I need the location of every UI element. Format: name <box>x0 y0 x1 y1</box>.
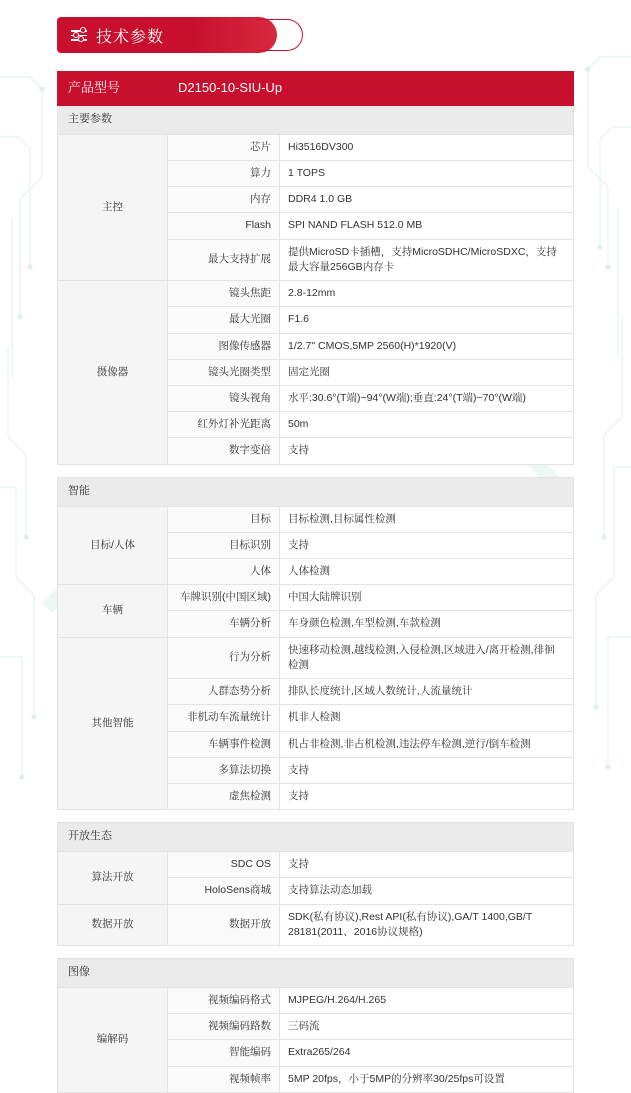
table-row <box>58 987 574 1013</box>
row-label: 红外灯补光距离 <box>168 412 280 438</box>
row-value: Extra265/264 <box>280 1040 574 1066</box>
row-label: 视频帧率 <box>168 1066 280 1092</box>
section-header-label: 开放生态 <box>58 823 574 852</box>
banner-tail-decoration <box>257 19 303 51</box>
row-value: SPI NAND FLASH 512.0 MB <box>280 213 574 239</box>
section-gap-cell <box>58 464 574 477</box>
group-label: 算法开放 <box>58 852 168 904</box>
section-header-row <box>58 959 574 988</box>
row-label: 算力 <box>168 161 280 187</box>
row-value: 车身颜色检测,车型检测,车款检测 <box>280 611 574 637</box>
row-label: 车辆分析 <box>168 611 280 637</box>
row-value: 支持 <box>280 783 574 809</box>
row-value: 固定光圈 <box>280 359 574 385</box>
row-label: 数字变倍 <box>168 438 280 464</box>
row-label: 车辆事件检测 <box>168 731 280 757</box>
row-value: 1/2.7" CMOS,5MP 2560(H)*1920(V) <box>280 333 574 359</box>
row-value: 支持 <box>280 532 574 558</box>
group-label: 主控 <box>58 134 168 280</box>
row-value: 提供MicroSD卡插槽，支持MicroSDHC/MicroSDXC，支持最大容量256GB内存卡 <box>280 239 574 280</box>
row-value: 2.8-12mm <box>280 281 574 307</box>
product-model-label: 产品型号 <box>58 72 168 106</box>
table-row <box>58 134 574 160</box>
row-label: 最大支持扩展 <box>168 239 280 280</box>
section-header-label: 智能 <box>58 477 574 506</box>
row-value: 排队长度统计,区域人数统计,人流量统计 <box>280 679 574 705</box>
group-label: 数据开放 <box>58 904 168 945</box>
row-label: 内存 <box>168 187 280 213</box>
row-label: 多算法切换 <box>168 757 280 783</box>
row-label: HoloSens商城 <box>168 878 280 904</box>
row-label: 人体 <box>168 559 280 585</box>
section-gap-cell <box>58 946 574 959</box>
section-header-row <box>58 823 574 852</box>
table-row <box>58 904 574 945</box>
row-label: 数据开放 <box>168 904 280 945</box>
row-label: 人群态势分析 <box>168 679 280 705</box>
row-label: 非机动车流量统计 <box>168 705 280 731</box>
row-value: 机占非检测,非占机检测,违法停车检测,逆行/倒车检测 <box>280 731 574 757</box>
row-label: 目标 <box>168 506 280 532</box>
row-label: 镜头光圈类型 <box>168 359 280 385</box>
product-model-row <box>58 72 574 106</box>
row-value: F1.6 <box>280 307 574 333</box>
row-label: 视频编码格式 <box>168 987 280 1013</box>
specification-table <box>57 71 574 1093</box>
row-label: 视频编码路数 <box>168 1014 280 1040</box>
page-title: 技术参数 <box>96 28 165 46</box>
row-value: 水平:30.6°(T端)~94°(W端);垂直:24°(T端)~70°(W端) <box>280 385 574 411</box>
row-label: 行为分析 <box>168 637 280 678</box>
section-header-label: 主要参数 <box>58 105 574 134</box>
row-label: 车牌识别(中国区域) <box>168 585 280 611</box>
row-value: 机非人检测 <box>280 705 574 731</box>
spec-table-body <box>58 72 574 1093</box>
row-value: 目标检测,目标属性检测 <box>280 506 574 532</box>
row-value: 支持算法动态加载 <box>280 878 574 904</box>
table-row <box>58 585 574 611</box>
row-label: Flash <box>168 213 280 239</box>
row-label: 芯片 <box>168 134 280 160</box>
row-value: 支持 <box>280 757 574 783</box>
table-row <box>58 506 574 532</box>
row-label: 图像传感器 <box>168 333 280 359</box>
row-value: SDK(私有协议),Rest API(私有协议),GA/T 1400,GB/T 28181(2011、2016协议规格) <box>280 904 574 945</box>
header-banner <box>57 17 277 53</box>
row-value: 5MP 20fps，小于5MP的分辨率30/25fps可设置 <box>280 1066 574 1092</box>
section-header-row <box>58 477 574 506</box>
section-gap <box>58 464 574 477</box>
group-label: 其他智能 <box>58 637 168 810</box>
group-label: 车辆 <box>58 585 168 637</box>
spec-sheet-page <box>0 17 631 1093</box>
group-label: 编解码 <box>58 987 168 1092</box>
table-row <box>58 281 574 307</box>
row-label: 最大光圈 <box>168 307 280 333</box>
row-label: 虚焦检测 <box>168 783 280 809</box>
row-value: 三码流 <box>280 1014 574 1040</box>
row-label: 目标识别 <box>168 532 280 558</box>
group-label: 摄像器 <box>58 281 168 465</box>
row-label: 镜头视角 <box>168 385 280 411</box>
section-gap-cell <box>58 810 574 823</box>
section-header-label: 图像 <box>58 959 574 988</box>
table-row <box>58 637 574 678</box>
page-header <box>57 17 277 53</box>
row-value: Hi3516DV300 <box>280 134 574 160</box>
table-row <box>58 852 574 878</box>
row-value: 50m <box>280 412 574 438</box>
row-value: 快速移动检测,越线检测,入侵检测,区域进入/离开检测,徘徊检测 <box>280 637 574 678</box>
section-gap <box>58 946 574 959</box>
section-header-row <box>58 105 574 134</box>
row-label: 镜头焦距 <box>168 281 280 307</box>
section-gap <box>58 810 574 823</box>
row-value: 支持 <box>280 438 574 464</box>
row-value: DDR4 1.0 GB <box>280 187 574 213</box>
product-model-value: D2150-10-SIU-Up <box>168 72 574 106</box>
row-value: 中国大陆牌识别 <box>280 585 574 611</box>
row-label: SDC OS <box>168 852 280 878</box>
settings-sliders-icon <box>71 28 87 42</box>
row-value: MJPEG/H.264/H.265 <box>280 987 574 1013</box>
row-value: 人体检测 <box>280 559 574 585</box>
row-value: 支持 <box>280 852 574 878</box>
row-value: 1 TOPS <box>280 161 574 187</box>
row-label: 智能编码 <box>168 1040 280 1066</box>
group-label: 目标/人体 <box>58 506 168 585</box>
